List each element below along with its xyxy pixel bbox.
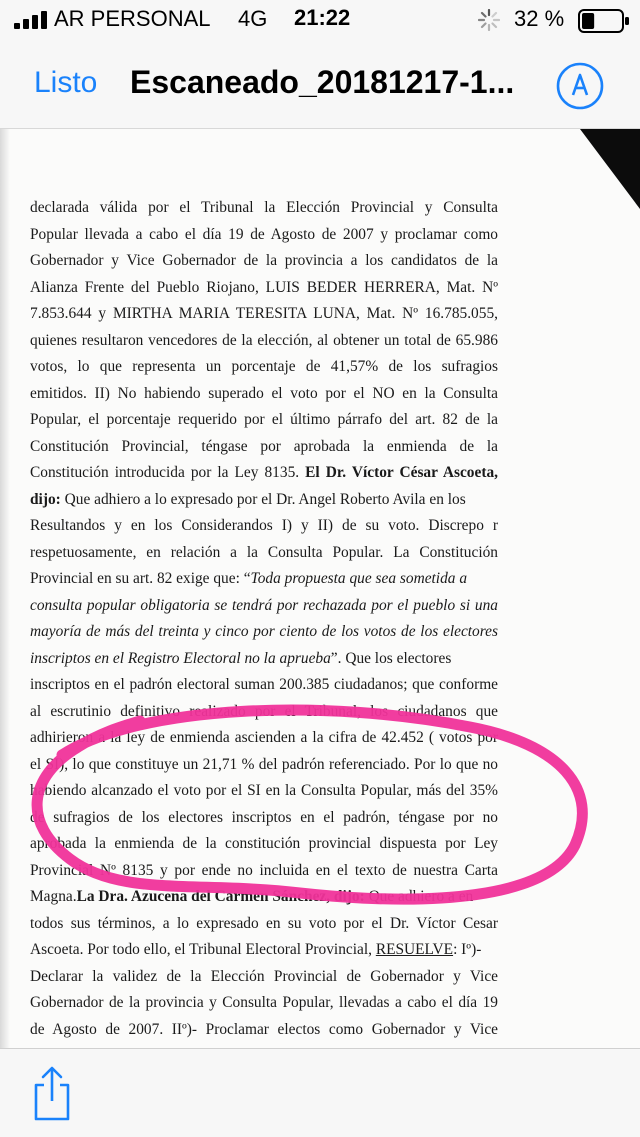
activity-spinner-icon [478, 9, 500, 31]
page-edge-shadow [0, 129, 10, 1049]
resuelve-heading: RESUELVE [375, 941, 454, 958]
doc-line: declarada válida por el Tribunal la Elección Provincial y Consulta [30, 199, 498, 216]
document-title: Escaneado_20181217-1... [130, 64, 515, 100]
doc-text-run: Ascoeta. Por todo ello, el Tribunal Electoral Provincial, [30, 941, 376, 958]
markup-pen-icon[interactable] [556, 62, 604, 110]
doc-line: habiendo alcanzado el voto por el SI en la Consulta Popular, más del 35% [30, 782, 498, 799]
clock: 21:22 [294, 5, 351, 30]
doc-text-run: : Iº)- [453, 941, 482, 958]
doc-line: aprobada la enmienda de la constitución provincial dispuesta por Ley [30, 835, 498, 852]
status-bar [0, 0, 640, 42]
speaker-name: La Dra. Azucena del Carmen Sánchez, dijo: [76, 888, 365, 905]
doc-line: Resultandos y en los Considerandos I) y II) de su voto. Discrepo r [30, 517, 498, 534]
doc-line [30, 619, 498, 646]
quote-text: consulta popular obligatoria se tendrá por rechazada por el pueblo si una [30, 596, 498, 614]
doc-line: al escrutinio definitivo realizado por el Tribunal, los ciudadanos que [30, 702, 498, 720]
doc-line: Gobernador de la provincia y Consulta Popular, llevadas a cabo el día 19 [30, 994, 498, 1011]
carrier-name: AR PERSONAL [54, 6, 211, 31]
done-button[interactable]: Listo [34, 66, 98, 99]
doc-text-run: Magna. [30, 888, 77, 905]
quote-text: inscriptos en el Registro Electoral no la aprueba [30, 649, 331, 667]
share-icon[interactable] [30, 1065, 74, 1121]
doc-line: Provincial Nº 8135 y por ende no incluida en el texto de nuestra Carta [30, 861, 498, 879]
doc-text-run: Que adhiero a en [364, 888, 474, 905]
doc-line: Gobernador y Vice Gobernador de la provincia a los candidatos de la [30, 252, 498, 269]
doc-line: de Agosto de 2007. IIº)- Proclamar electos como Gobernador y Vice [30, 1020, 498, 1038]
doc-line [30, 566, 498, 593]
doc-text-run: ”. Que los electores [330, 649, 452, 667]
doc-line [30, 646, 498, 673]
document-body [30, 195, 498, 1043]
doc-text-run: Provincial en su art. 82 exige que: “ [30, 570, 251, 587]
doc-text-run: Que adhiero a lo expresado por el Dr. Angel Roberto Avila en los [60, 490, 466, 508]
doc-line: todos sus términos, a lo expresado en su voto por el Dr. Víctor Cesar [30, 914, 498, 932]
doc-line [30, 593, 498, 620]
speaker-name: El Dr. Víctor César Ascoeta, [305, 464, 498, 481]
bottom-toolbar [0, 1048, 640, 1137]
doc-line: de sufragios de los electores inscriptos en el padrón, téngase por no [30, 808, 498, 826]
scanned-page [0, 128, 640, 1049]
doc-line: el SI), lo que constituye un 21,71 % del padrón referenciado. Por lo que no [30, 755, 498, 773]
doc-line [30, 884, 498, 911]
battery-icon [578, 9, 630, 33]
doc-line [30, 937, 498, 964]
doc-line: Constitución Provincial, téngase por aprobada la enmienda de la [30, 437, 498, 455]
doc-line: respetuosamente, en relación a la Consulta Popular. La Constitución [30, 543, 498, 561]
doc-line: Declarar la validez de la Elección Provincial de Gobernador y Vice [30, 967, 498, 985]
doc-line: votos, lo que representa un porcentaje de 41,57% de los sufragios [30, 358, 498, 375]
doc-line: emitidos. II) No habiendo superado el voto por el NO en la Consulta [30, 384, 498, 402]
doc-line: 7.853.644 y MIRTHA MARIA TERESITA LUNA, Mat. Nº 16.785.055, [30, 305, 498, 322]
doc-line: adhirieron a la ley de enmienda ascienden a la cifra de 42.452 ( votos por [30, 729, 498, 746]
quote-text: Toda propuesta que sea sometida a [250, 570, 468, 587]
doc-text-run: Constitución introducida por la Ley 8135. [30, 464, 300, 481]
doc-line [30, 460, 498, 487]
page-corner-fold [580, 129, 640, 209]
quote-text: mayoría de más del treinta y cinco por ciento de los votos de los electores [30, 623, 498, 640]
nav-bar [0, 42, 640, 128]
network-type: 4G [238, 6, 268, 31]
signal-icon [14, 11, 48, 29]
battery-percent: 32 % [514, 6, 565, 31]
doc-line: inscriptos en el padrón electoral suman 200.385 ciudadanos; que conforme [30, 676, 498, 693]
doc-line: Alianza Frente del Pueblo Riojano, LUIS BEDER HERRERA, Mat. Nº [30, 278, 498, 296]
doc-line [30, 487, 498, 514]
doc-line: Popular llevada a cabo el día 19 de Agosto de 2007 y proclamar como [30, 225, 498, 243]
doc-line: quienes resultaron vencedores de la elección, al obtener un total de 65.986 [30, 331, 498, 349]
speaker-said: dijo: [30, 490, 61, 508]
doc-line: Popular, el porcentaje requerido por el último párrafo del art. 82 de la [30, 411, 498, 428]
